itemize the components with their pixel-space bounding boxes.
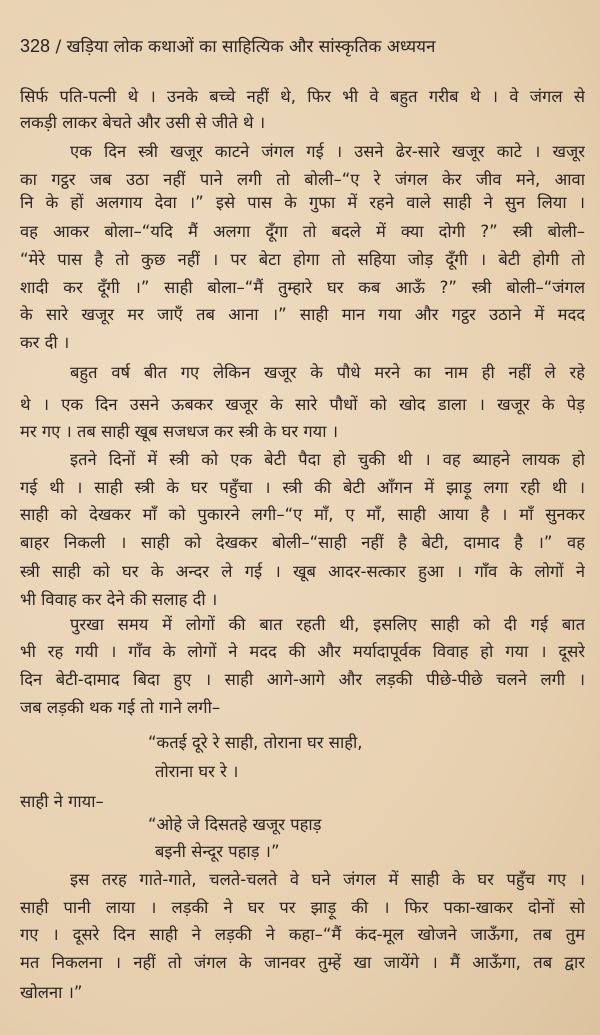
text-line: बहुत वर्ष बीत गए लेकिन खजूर के पौधे मरने का नाम ही नहीं ले रहे (70, 363, 585, 382)
text-line: सिर्फ पति-पत्नी थे । उनके बच्चे नहीं थे, फिर भी वे बहुत गरीब थे । वे जंगल से (20, 87, 585, 106)
song-verse-line: बइनी सेन्दूर पहाड़ ।” (155, 842, 280, 861)
song-verse-line: “ओहे जे दिसतहे खजूर पहाड़ (148, 815, 322, 834)
text-line: जब लड़की थक गई तो गाने लगी– (20, 698, 221, 717)
text-line: स्त्री साही को घर के अन्दर ले गई । खूब आदर-सत्कार हुआ । गाँव के लोगों ने (20, 562, 585, 581)
text-line: साही ने गाया– (20, 792, 104, 811)
text-line: मत निकलना । नहीं तो जंगल के जानवर तुम्हें खा जायेंगे । मैं आऊँगा, तब द्वार (20, 953, 585, 972)
text-line: इस तरह गाते-गाते, चलते-चलते वे घने जंगल में साही के घर पहुँच गए । (70, 870, 585, 889)
header-separator: / (55, 37, 62, 57)
text-line: “मेरे पास है तो कुछ नहीं । पर बेटा होगा तो सहिया जोड़ दूँगी । बेटी होगी तो (20, 250, 585, 269)
text-line: गई थी । साही स्त्री के घर पहुँचा । स्त्री की बेटी आँगन में झाड़ू लगा रही थी । (20, 478, 585, 497)
text-line: बाहर निकली । साही को देखकर बोली–“साही नहीं है बेटी, दामाद है ।” वह (20, 533, 585, 552)
text-line: के सारे खजूर मर जाएँ तब आना ।” साही मान गया और गट्ठर उठाने में मदद (20, 305, 585, 324)
text-line: पुरखा समय में लोगों की बात रहती थी, इसलिए साही को दी गई बात (70, 615, 585, 634)
text-line: लकड़ी लाकर बेचते और उसी से जीते थे । (20, 113, 266, 132)
text-line: दिन बेटी-दामाद बिदा हुए । साही आगे-आगे और लड़की पीछे-पीछे चलने लगी । (20, 670, 585, 689)
text-line: वह आकर बोला–“यदि मैं अलगा दूँगा तो बदले में क्या दोगी ?” स्त्री बोली– (20, 222, 585, 241)
text-line: मर गए । तब साही खूब सजधज कर स्त्री के घर गया । (20, 422, 338, 441)
song-verse-line: तोराना घर रे । (155, 762, 239, 781)
book-title: खड़िया लोक कथाओं का साहित्यिक और सांस्कृतिक अध्ययन (66, 37, 436, 57)
text-line: साही को देखकर माँ को पुकारने लगी–“ए माँ, ए माँ, साही आया है । माँ सुनकर (20, 505, 585, 524)
text-line: गए । दूसरे दिन साही ने लड़की ने कहा–“मैं कंद-मूल खोजने जाऊँगा, तब तुम (20, 925, 585, 944)
text-line: थे । एक दिन उसने ऊबकर खजूर के सारे पौधों को खोद डाला । खजूर के पेड़ (20, 395, 585, 414)
running-header (20, 34, 435, 57)
text-line: इतने दिनों में स्त्री को एक बेटी पैदा हो चुकी थी । वह ब्याहने लायक हो (70, 450, 585, 469)
text-line: भी रह गयी । गाँव के लोगों ने मदद की और मर्यादापूर्वक विवाह हो गया । दूसरे (20, 642, 585, 661)
song-verse-line: “कतई दूरे रे साही, तोराना घर साही, (148, 733, 363, 752)
text-line: खोलना ।” (20, 983, 83, 1002)
page-number: 328 (20, 36, 51, 56)
text-line: शादी कर दूँगी ।” साही बोला–“मैं तुम्हारे घर कब आऊँ ?” स्त्री बोली–“जंगल (20, 278, 585, 297)
text-line: एक दिन स्त्री खजूर काटने जंगल गई । उसने ढेर-सारे खजूर काटे । खजूर (70, 142, 585, 161)
text-line: साही पानी लाया । लड़की ने घर पर झाड़ू की । फिर पका-खाकर दोनों सो (20, 898, 585, 917)
text-line: नि के हों अलगाय देवा ।” इसे पास के गुफा में रहने वाले साही ने सुन लिया । (20, 193, 585, 212)
text-line: का गट्ठर जब उठा नहीं पाने लगी तो बोली–“ए रे जंगल केर जीव मने, आवा (20, 170, 585, 189)
text-line: भी विवाह कर देने की सलाह दी । (20, 590, 218, 609)
text-line: कर दी । (20, 333, 70, 352)
